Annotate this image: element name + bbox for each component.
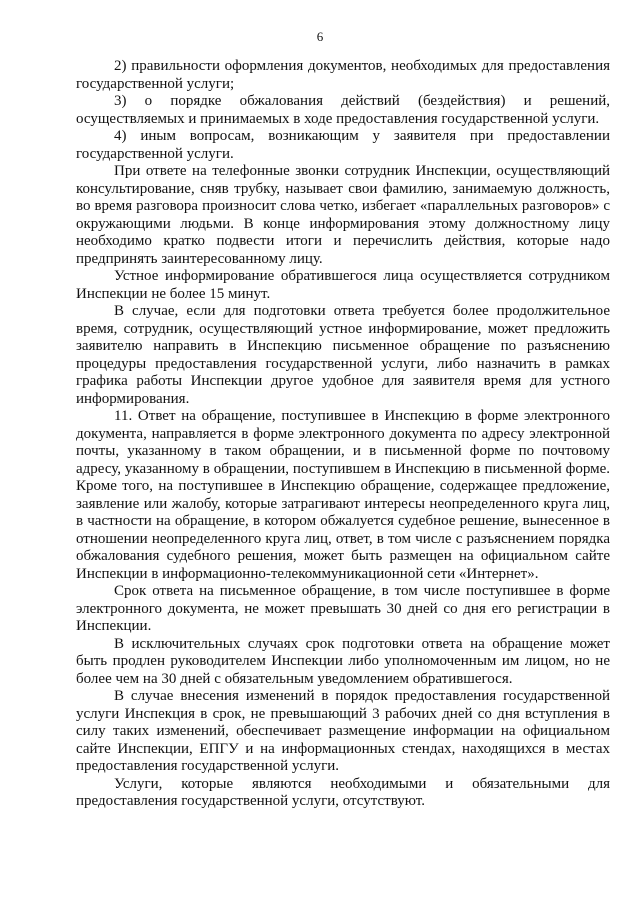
paragraph-exceptional-cases: В исключительных случаях срок подготовки ответа на обращение может быть продлен руководителем Инспекции либо уполномоченным им лицом, но не более чем на 30 дней с обязательным уведомлением обратившегося.: [76, 635, 610, 687]
paragraph-oral-duration: Устное информирование обратившегося лица осуществляется сотрудником Инспекции не более 15 минут.: [76, 268, 610, 302]
paragraph-phone-consulting: При ответе на телефонные звонки сотрудник Инспекции, осуществляющий консультирование, сняв трубку, называет свои фамилию, занимаемую должность, во время разговора произносит слова четко, избегает «параллельных разговоров» с окружающими людьми. В конце информирования этому должностному лицу необходимо кратко подвести итоги и перечислить действия, которые надо предпринять заинтересованному лицу.: [76, 163, 610, 267]
paragraph-section-11: 11. Ответ на обращение, поступившее в Инспекцию в форме электронного документа, направляется в форме электронного документа по адресу электронной почты, указанному в таком обращении, и в письменной форме по почтовому адресу, указанному в обращении, поступившем в Инспекцию в письменной форме. Кроме того, на поступившее в Инспекцию обращение, содержащее предложение, заявление или жалобу, которые затрагивают интересы неопределенного круга лиц, в частности на обращение, в котором обжалуется судебное решение, вынесенное в отношении неопределенного круга лиц, ответ, в том числе с разъяснением порядка обжалования судебного решения, может быть размещен на официальном сайте Инспекции в информационно-телекоммуникационной сети «Интернет».: [76, 408, 610, 582]
page-number: 6: [316, 29, 324, 44]
paragraph-required-services: Услуги, которые являются необходимыми и обязательными для предоставления государственной услуги, отсутствуют.: [76, 775, 610, 809]
paragraph-item-3: 3) о порядке обжалования действий (бездействия) и решений, осуществляемых и принимаемых в ходе предоставления государственной услуги.: [76, 93, 610, 127]
document-body: [76, 58, 610, 811]
paragraph-response-deadline: Срок ответа на письменное обращение, в том числе поступившее в форме электронного документа, не может превышать 30 дней со дня его регистрации в Инспекции.: [76, 583, 610, 634]
paragraph-longer-response: В случае, если для подготовки ответа требуется более продолжительное время, сотрудник, осуществляющий устное информирование, может предложить заявителю направить в Инспекцию письменное обращение по разъяснению процедуры предоставления государственной услуги, либо назначить в рамках графика работы Инспекции другое удобное для заявителя время для устного информирования.: [76, 303, 610, 407]
paragraph-item-2: 2) правильности оформления документов, необходимых для предоставления государственной услуги;: [76, 58, 610, 92]
paragraph-changes-procedure: В случае внесения изменений в порядок предоставления государственной услуги Инспекция в срок, не превышающий 3 рабочих дней со дня вступления в силу таких изменений, обеспечивает размещение информации на официальном сайте Инспекции, ЕПГУ и на информационных стендах, находящихся в местах предоставления государственной услуги.: [76, 688, 610, 774]
paragraph-item-4: 4) иным вопросам, возникающим у заявителя при предоставлении государственной услуги.: [76, 128, 610, 162]
